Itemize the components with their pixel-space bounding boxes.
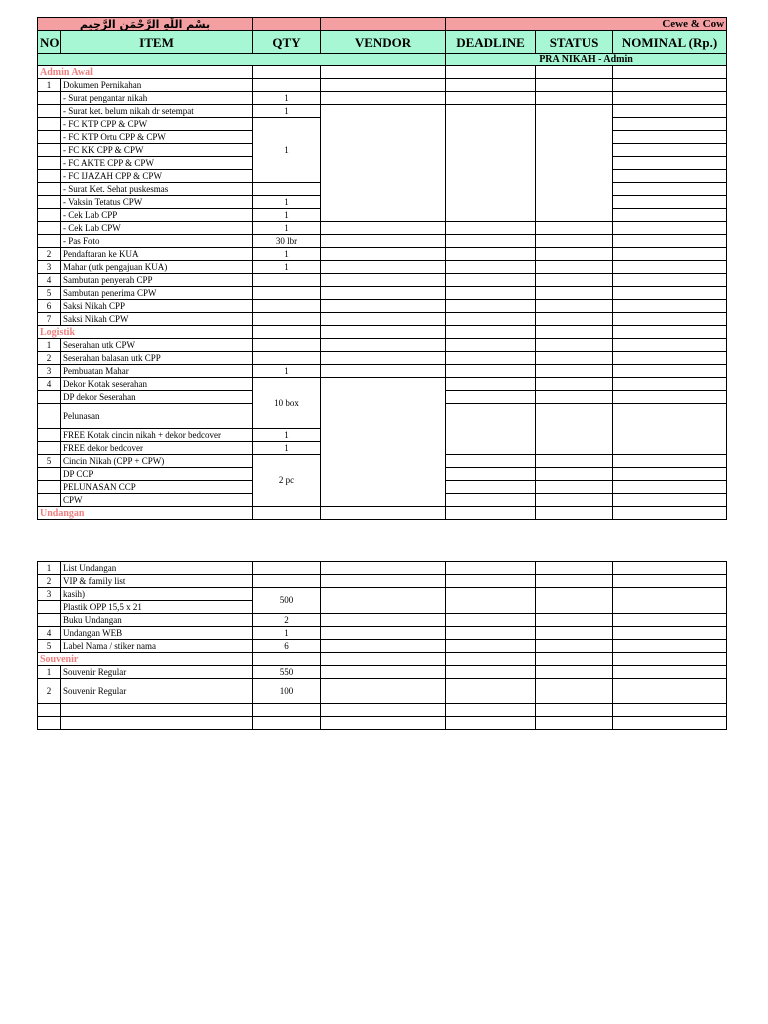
table-row[interactable]: 5 Cincin Nikah (CPP + CPW) 2 pc (38, 455, 727, 468)
table-row[interactable]: - FC KTP CPP & CPW 1 (38, 118, 727, 131)
table-row[interactable]: 4 Sambutan penyerah CPP (38, 274, 727, 287)
table-row[interactable]: 1 Dokumen Pernikahan (38, 79, 727, 92)
section-subtitle: PRA NIKAH - Admin (446, 54, 727, 66)
section-header-logistik (38, 326, 727, 339)
col-nominal: NOMINAL (Rp.) (613, 31, 727, 54)
table-row[interactable]: - Cek Lab CPW 1 (38, 222, 727, 235)
checklist-table-main (37, 17, 727, 520)
table-row[interactable]: 1 Souvenir Regular 550 (38, 666, 727, 679)
table-row[interactable]: 3 Pembuatan Mahar 1 (38, 365, 727, 378)
section-title: Undangan (38, 507, 253, 520)
table-row[interactable]: - FC IJAZAH CPP & CPW (38, 170, 727, 183)
col-vendor: VENDOR (321, 31, 446, 54)
col-item: ITEM (61, 31, 253, 54)
col-deadline: DEADLINE (446, 31, 536, 54)
section-title: Souvenir (38, 653, 253, 666)
brand-name: Cewe & Cow (446, 18, 727, 31)
checklist-table-undangan (37, 561, 727, 730)
section-header-souvenir (38, 653, 727, 666)
table-row[interactable]: 2 Seserahan balasan utk CPP (38, 352, 727, 365)
table-row[interactable]: FREE dekor bedcover 1 (38, 442, 727, 455)
table-row[interactable]: Buku Undangan 2 (38, 614, 727, 627)
section-title: Logistik (38, 326, 253, 339)
table-row[interactable]: - FC AKTE CPP & CPW (38, 157, 727, 170)
table-row[interactable]: - Surat ket. belum nikah dr setempat 1 (38, 105, 727, 118)
table-row[interactable]: 5 Sambutan penerima CPW (38, 287, 727, 300)
table-row[interactable]: 5 Label Nama / stiker nama 6 (38, 640, 727, 653)
table-row[interactable]: FREE Kotak cincin nikah + dekor bedcover 1 (38, 429, 727, 442)
table-row[interactable]: - Cek Lab CPP 1 (38, 209, 727, 222)
table-row[interactable]: - FC KK CPP & CPW (38, 144, 727, 157)
table-row[interactable]: - Vaksin Tetatus CPW 1 (38, 196, 727, 209)
table-row[interactable]: 2 Pendaftaran ke KUA 1 (38, 248, 727, 261)
col-no: NO (38, 31, 61, 54)
subtitle-row (38, 54, 727, 66)
table-row[interactable]: 3 kasih) 500 (38, 588, 727, 601)
table-row[interactable]: 6 Saksi Nikah CPP (38, 300, 727, 313)
table-row[interactable]: PELUNASAN CCP (38, 481, 727, 494)
col-status: STATUS (536, 31, 613, 54)
table-row[interactable]: 3 Mahar (utk pengajuan KUA) 1 (38, 261, 727, 274)
section-header-admin (38, 66, 727, 79)
table-row[interactable]: Plastik OPP 15,5 x 21 (38, 601, 727, 614)
table-row[interactable]: 1 List Undangan (38, 562, 727, 575)
table-row[interactable]: - FC KTP Ortu CPP & CPW (38, 131, 727, 144)
table-row[interactable]: 7 Saksi Nikah CPW (38, 313, 727, 326)
table-row[interactable]: 4 Undangan WEB 1 (38, 627, 727, 640)
column-header-row (38, 31, 727, 54)
bismillah-text: بِسْمِ اللَّهِ الرَّحْمَنِ الرَّحِيمِ (38, 18, 253, 31)
table-row[interactable]: 1 Seserahan utk CPW (38, 339, 727, 352)
table-row-empty[interactable] (38, 704, 727, 717)
table-row-empty[interactable] (38, 717, 727, 730)
col-qty: QTY (253, 31, 321, 54)
table-row[interactable]: 4 Dekor Kotak seserahan 10 box (38, 378, 727, 391)
section-title: Admin Awal (38, 66, 253, 79)
table-row[interactable]: 2 Souvenir Regular 100 (38, 679, 727, 704)
table-row[interactable]: - Surat pengantar nikah 1 (38, 92, 727, 105)
title-row (38, 18, 727, 31)
table-row[interactable]: DP dekor Seserahan (38, 391, 727, 404)
table-row[interactable]: - Pas Foto 30 lbr (38, 235, 727, 248)
table-row[interactable]: CPW (38, 494, 727, 507)
section-header-undangan (38, 507, 727, 520)
table-row[interactable]: DP CCP (38, 468, 727, 481)
table-row[interactable]: Pelunasan (38, 404, 727, 429)
table-row[interactable]: - Surat Ket. Sehat puskesmas (38, 183, 727, 196)
table-row[interactable]: 2 VIP & family list (38, 575, 727, 588)
